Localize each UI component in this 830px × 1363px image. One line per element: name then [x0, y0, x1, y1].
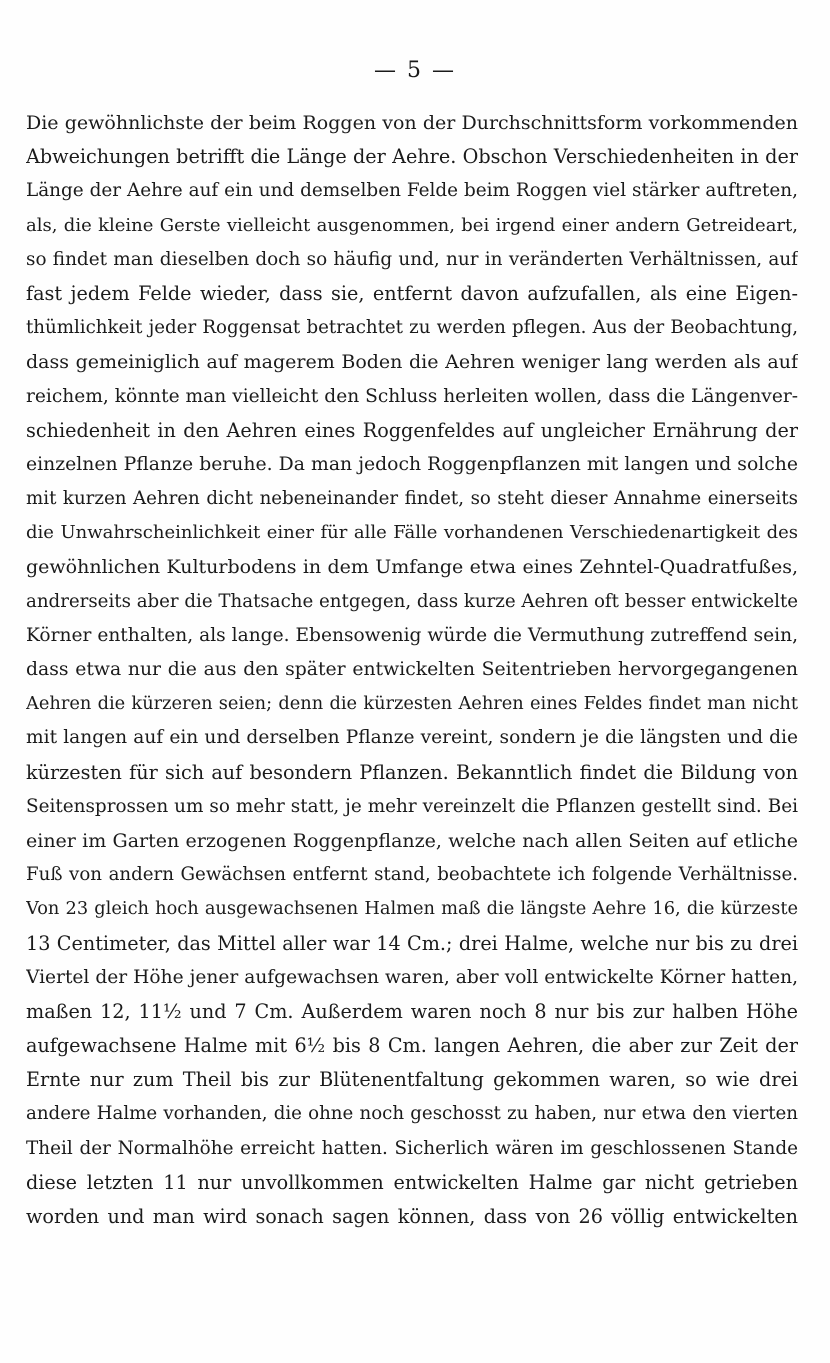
text-line-28: aufgewachsene Halme mit 6½ bis 8 Cm. langen Aehren, die aber zur Zeit der: [26, 1034, 798, 1058]
text-line-1: Die gewöhnlichste der beim Roggen von der Durchschnittsform vorkommenden: [26, 112, 798, 134]
text-line-8: dass gemeiniglich auf magerem Boden die Aehren weniger lang werden als auf: [26, 351, 798, 374]
text-line-19: mit langen auf ein und derselben Pflanze vereint, sondern je die längsten und die: [26, 727, 798, 749]
text-line-18: Aehren die kürzeren seien; denn die kürzesten Aehren eines Feldes findet man nicht: [26, 693, 798, 715]
text-line-23: Fuß von andern Gewächsen entfernt stand, beobachtete ich folgende Verhältnisse.: [26, 864, 798, 886]
text-line-32: diese letzten 11 nur unvollkommen entwickelten Halme gar nicht getrieben: [26, 1170, 798, 1194]
body-text: [26, 106, 798, 1234]
text-line-13: die Unwahrscheinlichkeit einer für alle Fälle vorhandenen Verschiedenartigkeit des: [26, 522, 798, 544]
text-line-10: schiedenheit in den Aehren eines Roggenfeldes auf ungleicher Ernährung der: [26, 418, 798, 442]
text-line-3: Länge der Aehre auf ein und demselben Felde beim Roggen viel stärker auftreten,: [26, 180, 798, 202]
text-line-4: als, die kleine Gerste vielleicht ausgenommen, bei irgend einer andern Getreideart,: [26, 214, 798, 236]
text-line-15: andrerseits aber die Thatsache entgegen, dass kurze Aehren oft besser entwickelte: [26, 590, 798, 612]
text-line-27: maßen 12, 11½ und 7 Cm. Außerdem waren noch 8 nur bis zur halben Höhe: [26, 999, 798, 1023]
text-line-12: mit kurzen Aehren dicht nebeneinander findet, so steht dieser Annahme einerseits: [26, 488, 798, 510]
text-line-22: einer im Garten erzogenen Roggenpflanze, welche nach allen Seiten auf etliche: [26, 829, 798, 852]
text-line-5: so findet man dieselben doch so häufig und, nur in veränderten Verhältnissen, auf: [26, 248, 798, 270]
text-line-31: Theil der Normalhöhe erreicht hatten. Sicherlich wären im geschlossenen Stande: [26, 1137, 798, 1159]
text-line-24: Von 23 gleich hoch ausgewachsenen Halmen maß die längste Aehre 16, die kürzeste: [26, 898, 798, 920]
text-line-9: reichem, könnte man vielleicht den Schluss herleiten wollen, dass die Längenver-: [26, 385, 798, 407]
text-line-29: Ernte nur zum Theil bis zur Blütenentfaltung gekommen waren, so wie drei: [26, 1068, 798, 1092]
text-line-26: Viertel der Höhe jener aufgewachsen waren, aber voll entwickelte Körner hatten,: [26, 966, 798, 988]
text-line-2: Abweichungen betrifft die Länge der Aehre. Obschon Verschiedenheiten in der: [26, 145, 798, 169]
page-number: — 5 —: [374, 58, 456, 83]
text-line-11: einzelnen Pflanze beruhe. Da man jedoch Roggenpflanzen mit langen und solche: [26, 453, 798, 475]
text-line-33: worden und man wird sonach sagen können, dass von 26 völlig entwickelten: [26, 1205, 798, 1228]
text-line-7: thümlichkeit jeder Roggensat betrachtet zu werden pflegen. Aus der Beobachtung,: [26, 317, 798, 339]
text-line-30: andere Halme vorhanden, die ohne noch geschosst zu haben, nur etwa den vierten: [26, 1103, 798, 1125]
text-line-16: Körner enthalten, als lange. Ebensowenig würde die Vermuthung zutreffend sein,: [26, 624, 798, 646]
text-line-14: gewöhnlichen Kulturbodens in dem Umfange etwa eines Zehntel-Quadratfußes,: [26, 556, 798, 579]
text-line-6: fast jedem Felde wieder, dass sie, entfernt davon aufzufallen, als eine Eigen-: [26, 281, 798, 305]
text-line-20: kürzesten für sich auf besondern Pflanzen. Bekanntlich findet die Bildung von: [26, 760, 798, 784]
text-line-25: 13 Centimeter, das Mittel aller war 14 Cm.; drei Halme, welche nur bis zu drei: [26, 931, 798, 955]
text-line-21: Seitensprossen um so mehr statt, je mehr vereinzelt die Pflanzen gestellt sind. Bei: [26, 795, 798, 817]
text-line-17: dass etwa nur die aus den später entwickelten Seitentrieben hervorgegangenen: [26, 659, 798, 680]
